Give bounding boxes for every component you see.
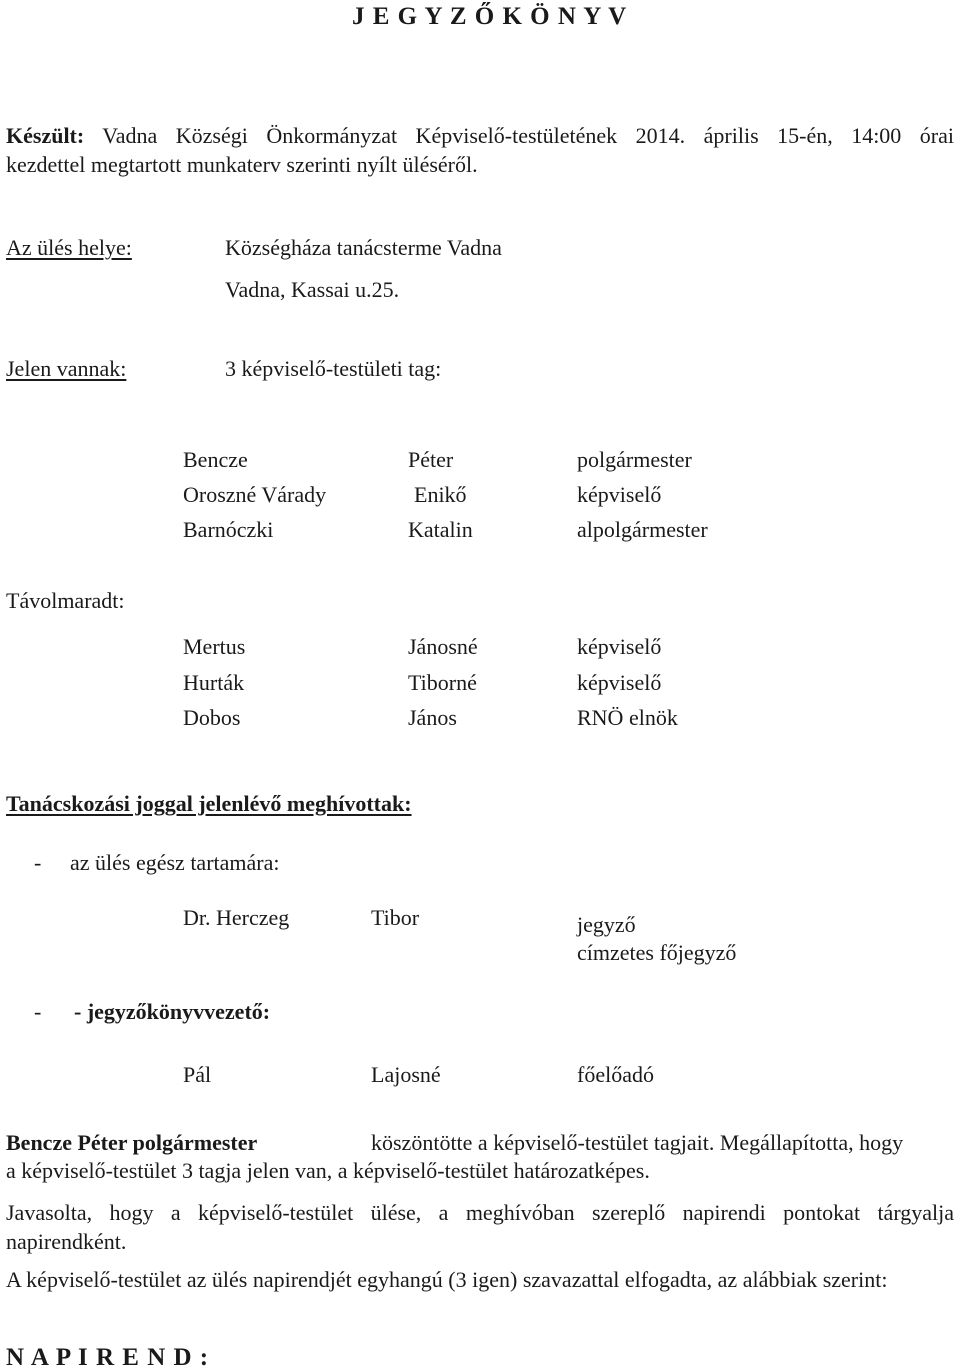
meghivottak-sub1: az ülés egész tartamára: [70, 850, 280, 875]
tavol-member-first: Tiborné [408, 670, 477, 695]
tavol-member-role: képviselő [577, 670, 662, 695]
list-dash: - [34, 999, 42, 1024]
jelen-member-role: polgármester [577, 447, 692, 472]
jelen-member-role: alpolgármester [577, 517, 708, 542]
meghivottak-sub2: - jegyzőkönyvvezető: [74, 999, 271, 1024]
keszult-paragraph [6, 121, 954, 179]
tavol-member-first: Jánosné [408, 634, 478, 659]
jelen-member-last: Bencze [183, 447, 248, 472]
keszult-text-line2: kezdettel megtartott munkaterv szerinti nyílt üléséről. [6, 152, 478, 177]
tavol-member-last: Mertus [183, 634, 246, 659]
tavol-member-last: Dobos [183, 705, 241, 730]
jelen-member-last: Barnóczki [183, 517, 274, 542]
person1-role1: jegyző [577, 912, 636, 937]
p1-line2: a képviselő-testület 3 tagja jelen van, a képviselő-testület határozatképes. [6, 1158, 650, 1183]
p1-line1-rest: köszöntötte a képviselő-testület tagjait. Megállapította, hogy [371, 1130, 904, 1155]
tavol-member-last: Hurták [183, 670, 245, 695]
p3-line: A képviselő-testület az ülés napirendjét egyhangú (3 igen) szavazattal elfogadta, az alábbiak szerint: [6, 1267, 888, 1292]
tavol-label: Távolmaradt: [6, 588, 125, 613]
person1-first: Tibor [371, 905, 420, 930]
jelen-member-first: Enikő [414, 482, 467, 507]
person2-role: főelőadó [577, 1062, 654, 1087]
person2-first: Lajosné [371, 1062, 441, 1087]
person1-role2: címzetes főjegyző [577, 940, 737, 965]
tavol-member-role: RNÖ elnök [577, 705, 678, 730]
person2-last: Pál [183, 1062, 212, 1087]
ules-helye-line1: Községháza tanácsterme Vadna [225, 235, 502, 260]
ules-helye-line2: Vadna, Kassai u.25. [225, 277, 400, 302]
jelen-label: Jelen vannak: [6, 356, 127, 381]
p2-line1: Javasolta, hogy a képviselő-testület ülése, a meghívóban szereplő napirendi pontokat tárgyalja [6, 1200, 954, 1225]
napirend-heading: N A P I R E N D : [6, 1344, 210, 1371]
document-title: J E G Y Z Ő K Ö N Y V [352, 3, 628, 30]
p2-paragraph [6, 1198, 954, 1256]
jelen-member-role: képviselő [577, 482, 662, 507]
meghivottak-heading: Tanácskozási joggal jelenlévő meghívottak: [6, 791, 412, 816]
person1-last: Dr. Herczeg [183, 905, 290, 930]
keszult-text-line1: Vadna Községi Önkormányzat Képviselő-testületének 2014. április 15-én, 14:00 órai [102, 123, 954, 148]
ules-helye-label: Az ülés helye: [6, 235, 132, 260]
list-dash: - [34, 850, 42, 875]
p2-line2: napirendként. [6, 1229, 127, 1254]
jelen-member-first: Péter [408, 447, 454, 472]
jelen-member-last: Oroszné Várady [183, 482, 327, 507]
keszult-label: Készült: [6, 123, 85, 148]
jelen-member-first: Katalin [408, 517, 473, 542]
tavol-member-first: János [408, 705, 457, 730]
tavol-member-role: képviselő [577, 634, 662, 659]
speaker-name: Bencze Péter polgármester [6, 1130, 258, 1155]
jelen-text: 3 képviselő-testületi tag: [225, 356, 442, 381]
